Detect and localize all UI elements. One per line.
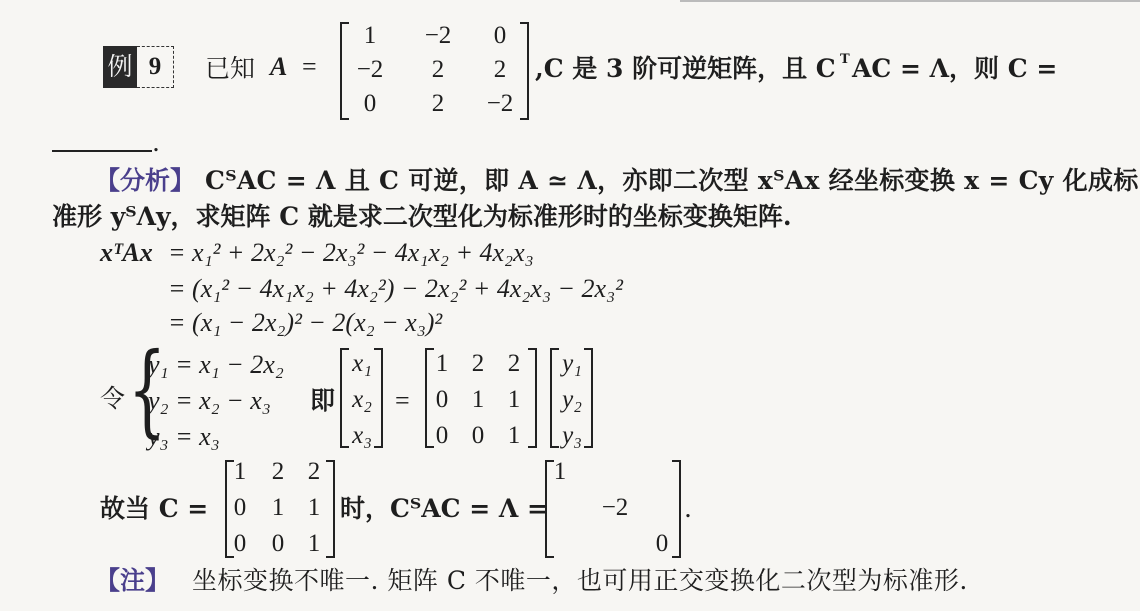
matrix-cell: 0 bbox=[435, 386, 449, 413]
sub-eq-3: y₃ = x₃ bbox=[148, 422, 220, 451]
matrix-cell: 1 bbox=[271, 494, 285, 521]
vector-cell: x₂ bbox=[352, 386, 372, 413]
matrix-cell: −2 bbox=[486, 90, 514, 117]
matrix-cell: 0 bbox=[233, 494, 247, 521]
vector-cell: x₃ bbox=[352, 422, 372, 449]
sub-eq-1: y₁ = x₁ − 2x₂ bbox=[148, 350, 284, 379]
symbol-A: A bbox=[270, 52, 288, 81]
matrix-cell: −2 bbox=[356, 56, 384, 83]
vector-cell: y₁ bbox=[562, 350, 582, 377]
matrix-cell: 1 bbox=[233, 458, 247, 485]
equals-sign: = bbox=[395, 386, 410, 415]
derivation-lhs: xᵀAx bbox=[100, 238, 153, 267]
matrix-cell: 0 bbox=[493, 22, 507, 49]
equals-sign: = bbox=[302, 52, 317, 81]
derivation-step-1: = x₁² + 2x₂² − 2x₃² − 4x₁x₂ + 4x₂x₃ bbox=[168, 238, 534, 267]
conclusion-end: . bbox=[684, 494, 692, 523]
matrix-cell: 1 bbox=[307, 530, 321, 557]
matrix-cell: −2 bbox=[424, 22, 452, 49]
example-number-box: 9 bbox=[137, 46, 174, 88]
diag-cell: 0 bbox=[655, 530, 669, 557]
top-rule bbox=[680, 0, 1140, 2]
matrix-cell: 0 bbox=[471, 422, 485, 449]
answer-blank bbox=[52, 150, 152, 152]
note-label: 【注】 bbox=[95, 566, 171, 595]
ji-text: 即 bbox=[310, 386, 336, 415]
matrix-cell: 2 bbox=[307, 458, 321, 485]
matrix-cell: 1 bbox=[507, 386, 521, 413]
matrix-cell: 1 bbox=[435, 350, 449, 377]
matrix-cell: 0 bbox=[363, 90, 377, 117]
matrix-cell: 0 bbox=[271, 530, 285, 557]
matrix-cell: 2 bbox=[431, 56, 445, 83]
vector-cell: x₁ bbox=[352, 350, 372, 377]
example-label-box: 例 bbox=[103, 46, 137, 88]
diag-cell: −2 bbox=[601, 494, 629, 521]
given-text: 已知 bbox=[205, 54, 256, 83]
derivation-step-2: = (x₁² − 4x₁x₂ + 4x₂²) − 2x₂² + 4x₂x₃ − 2x₃² bbox=[168, 274, 623, 303]
matrix-cell: 1 bbox=[307, 494, 321, 521]
diag-cell: 1 bbox=[553, 458, 567, 485]
vector-cell: y₃ bbox=[562, 422, 582, 449]
matrix-cell: 2 bbox=[271, 458, 285, 485]
matrix-cell: 2 bbox=[431, 90, 445, 117]
matrix-cell: 1 bbox=[363, 22, 377, 49]
analysis-label: 【分析】 bbox=[95, 166, 196, 195]
matrix-cell: 1 bbox=[507, 422, 521, 449]
note-text: 坐标变换不唯一. 矩阵 C 不唯一，也可用正交变换化二次型为标准形. bbox=[192, 566, 968, 595]
conclusion-prefix: 故当 C = bbox=[100, 494, 209, 523]
left-brace: { bbox=[128, 331, 167, 448]
superscript-T: T bbox=[840, 52, 850, 67]
problem-tail-2: AC = Λ，则 C = bbox=[852, 54, 1058, 83]
vector-cell: y₂ bbox=[562, 386, 582, 413]
analysis-line-2: 准形 yᵀΛy，求矩阵 C 就是求二次型化为标准形时的坐标变换矩阵. bbox=[52, 202, 792, 231]
matrix-cell: 0 bbox=[233, 530, 247, 557]
matrix-cell: 1 bbox=[471, 386, 485, 413]
ling-text: 令 bbox=[100, 384, 126, 413]
analysis-line-1: CᵀAC = Λ 且 C 可逆，即 A ≃ Λ，亦即二次型 xᵀAx 经坐标变换 x = Cy 化成标 bbox=[205, 166, 1139, 195]
problem-tail: ,C 是 3 阶可逆矩阵，且 C bbox=[535, 54, 836, 83]
matrix-cell: 0 bbox=[435, 422, 449, 449]
blank-period: . bbox=[152, 128, 160, 157]
derivation-step-3: = (x₁ − 2x₂)² − 2(x₂ − x₃)² bbox=[168, 308, 443, 337]
matrix-cell: 2 bbox=[493, 56, 507, 83]
matrix-cell: 2 bbox=[507, 350, 521, 377]
matrix-cell: 2 bbox=[471, 350, 485, 377]
conclusion-mid: 时，CᵀAC = Λ = bbox=[340, 494, 548, 523]
sub-eq-2: y₂ = x₂ − x₃ bbox=[148, 386, 271, 415]
